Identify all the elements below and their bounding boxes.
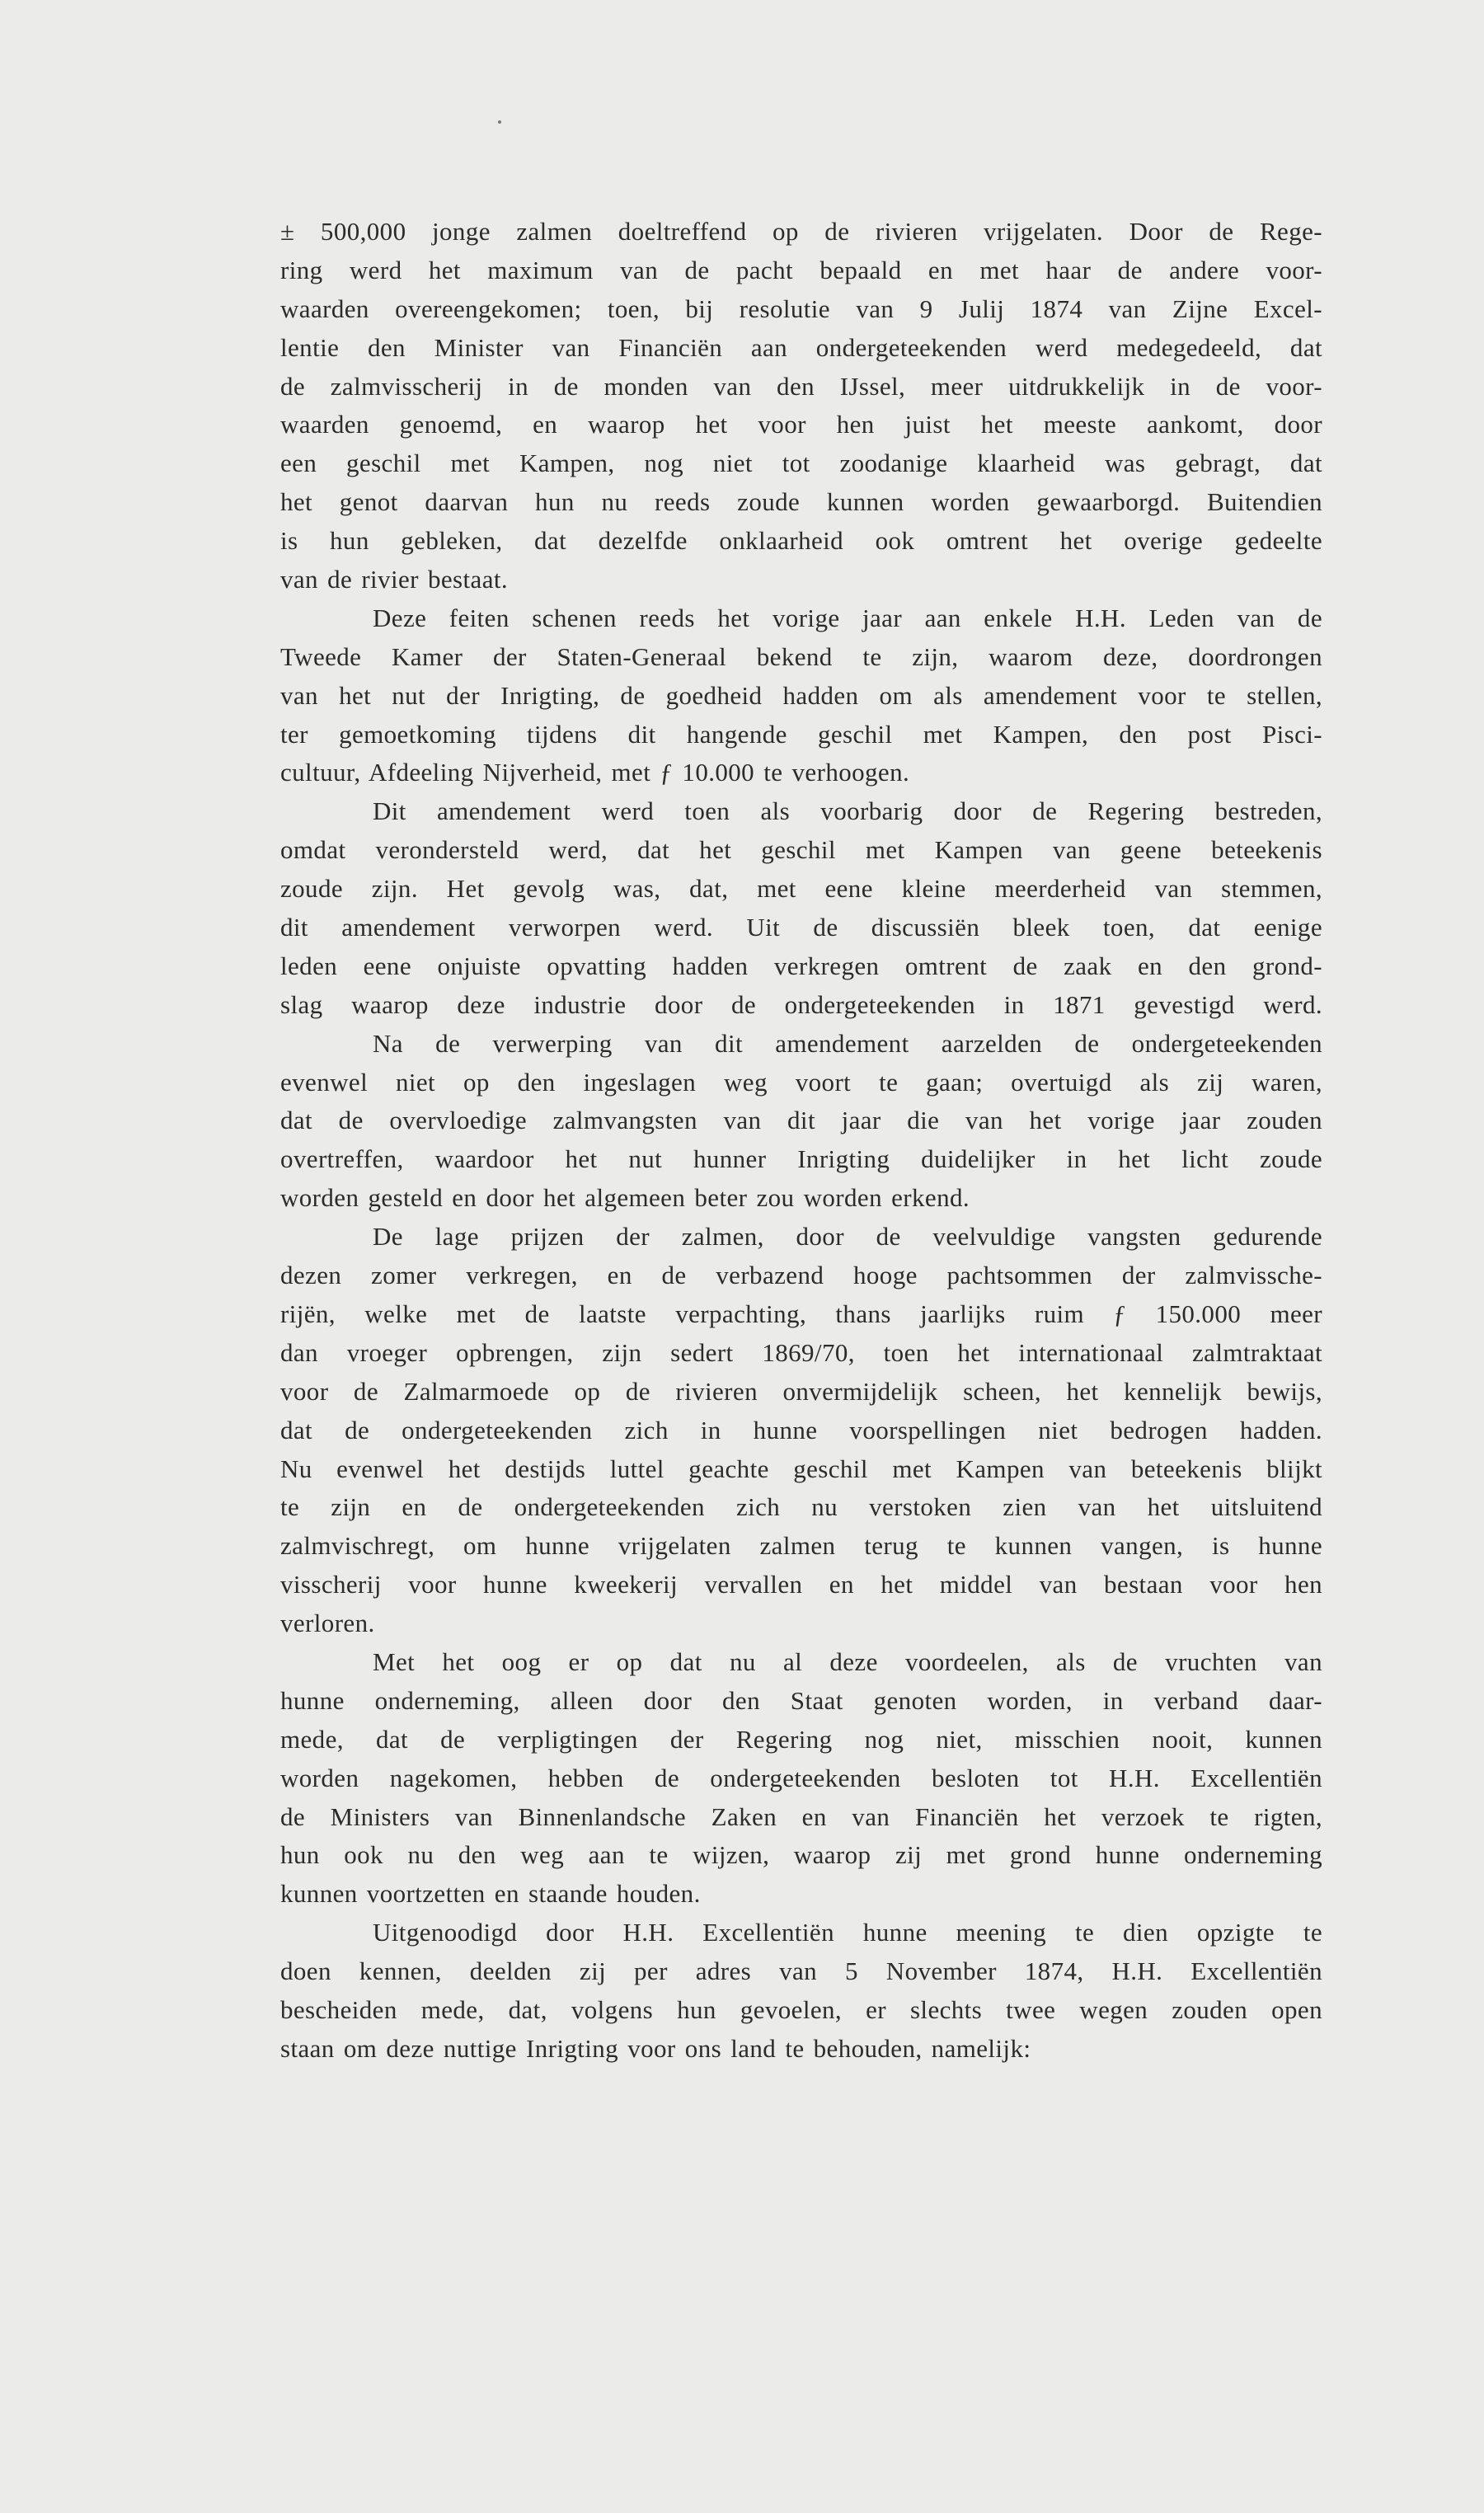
text-line: ter gemoetkoming tijdens dit hangende geschil met Kampen, den post Pisci- bbox=[280, 719, 1322, 749]
text-line: ring werd het maximum van de pacht bepaald en met haar de andere voor- bbox=[280, 255, 1322, 284]
paper-speck bbox=[498, 120, 501, 124]
text-line: voor de Zalmarmoede op de rivieren onvermijdelijk scheen, het kennelijk bewijs, bbox=[280, 1376, 1322, 1406]
text-line: de zalmvisscherij in de monden van den IJssel, meer uitdrukkelijk in de voor- bbox=[280, 371, 1322, 401]
text-line: slag waarop deze industrie door de ondergeteekenden in 1871 gevestigd werd. bbox=[280, 989, 1322, 1019]
text-line: ± 500,000 jonge zalmen doeltreffend op de rivieren vrijgelaten. Door de Rege- bbox=[280, 217, 1322, 246]
text-line: doen kennen, deelden zij per adres van 5 November 1874, H.H. Excellentiën bbox=[280, 1956, 1322, 1986]
text-line: bescheiden mede, dat, volgens hun gevoelen, er slechts twee wegen zouden open bbox=[280, 1994, 1322, 2024]
text-line: van de rivier bestaat. bbox=[280, 565, 509, 594]
paragraph bbox=[280, 1643, 1322, 1914]
text-line: overtreffen, waardoor het nut hunner Inrigting duidelijker in het licht zoude bbox=[280, 1144, 1322, 1174]
text-line: De lage prijzen der zalmen, door de veelvuldige vangsten gedurende bbox=[373, 1222, 1322, 1252]
text-line: omdat verondersteld werd, dat het geschil met Kampen van geene beteekenis bbox=[280, 835, 1322, 865]
text-line: mede, dat de verpligtingen der Regering nog niet, misschien nooit, kunnen bbox=[280, 1724, 1322, 1754]
text-line: kunnen voortzetten en staande houden. bbox=[280, 1879, 701, 1909]
text-line: zoude zijn. Het gevolg was, dat, met eene kleine meerderheid van stemmen, bbox=[280, 874, 1322, 904]
paragraph bbox=[280, 213, 1322, 599]
paragraph bbox=[280, 1025, 1322, 1218]
paragraph bbox=[280, 1218, 1322, 1643]
text-line: dat de ondergeteekenden zich in hunne voorspellingen niet bedrogen hadden. bbox=[280, 1415, 1322, 1444]
text-line: dan vroeger opbrengen, zijn sedert 1869/70, toen het internationaal zalmtraktaat bbox=[280, 1337, 1322, 1367]
text-line: waarden overeengekomen; toen, bij resolutie van 9 Julij 1874 van Zijne Excel- bbox=[280, 294, 1322, 323]
paragraph bbox=[280, 1914, 1322, 2069]
text-line: hunne onderneming, alleen door den Staat genoten worden, in verband daar- bbox=[280, 1685, 1322, 1715]
text-line: dat de overvloedige zalmvangsten van dit jaar die van het vorige jaar zouden bbox=[280, 1106, 1322, 1135]
text-line: visscherij voor hunne kweekerij vervallen en het middel van bestaan voor hen bbox=[280, 1570, 1322, 1599]
text-line: Met het oog er op dat nu al deze voordeelen, als de vruchten van bbox=[373, 1646, 1322, 1676]
text-line: worden gesteld en door het algemeen beter zou worden erkend. bbox=[280, 1183, 970, 1213]
text-line: het genot daarvan hun nu reeds zoude kunnen worden gewaarborgd. Buitendien bbox=[280, 487, 1322, 517]
text-line: de Ministers van Binnenlandsche Zaken en van Financiën het verzoek te rigten, bbox=[280, 1801, 1322, 1831]
text-line: Nu evenwel het destijds luttel geachte geschil met Kampen van beteekenis blijkt bbox=[280, 1454, 1322, 1483]
text-line: worden nagekomen, hebben de ondergeteekenden besloten tot H.H. Excellentiën bbox=[280, 1763, 1322, 1792]
text-line: evenwel niet op den ingeslagen weg voort te gaan; overtuigd als zij waren, bbox=[280, 1067, 1322, 1097]
text-line: Uitgenoodigd door H.H. Excellentiën hunne meening te dien opzigte te bbox=[373, 1918, 1322, 1947]
text-line: cultuur, Afdeeling Nijverheid, met ƒ 10.000 te verhoogen. bbox=[280, 758, 910, 787]
text-line: Tweede Kamer der Staten-Generaal bekend te zijn, waarom deze, doordrongen bbox=[280, 641, 1322, 671]
text-line: Na de verwerping van dit amendement aarzelden de ondergeteekenden bbox=[373, 1028, 1322, 1058]
text-line: Deze feiten schenen reeds het vorige jaar aan enkele H.H. Leden van de bbox=[373, 603, 1322, 632]
text-line: is hun gebleken, dat dezelfde onklaarheid ook omtrent het overige gedeelte bbox=[280, 526, 1322, 556]
text-line: te zijn en de ondergeteekenden zich nu verstoken zien van het uitsluitend bbox=[280, 1492, 1322, 1522]
text-line: staan om deze nuttige Inrigting voor ons land te behouden, namelijk: bbox=[280, 2033, 1031, 2063]
text-line: waarden genoemd, en waarop het voor hen juist het meeste aankomt, door bbox=[280, 410, 1322, 439]
text-line: dezen zomer verkregen, en de verbazend hooge pachtsommen der zalmvissche- bbox=[280, 1261, 1322, 1290]
text-line: lentie den Minister van Financiën aan ondergeteekenden werd medegedeeld, dat bbox=[280, 332, 1322, 362]
text-line: verloren. bbox=[280, 1609, 375, 1638]
paragraph bbox=[280, 599, 1322, 792]
text-line: dit amendement verworpen werd. Uit de discussiën bleek toen, dat eenige bbox=[280, 913, 1322, 942]
paragraph bbox=[280, 792, 1322, 1024]
text-line: Dit amendement werd toen als voorbarig door de Regering bestreden, bbox=[373, 796, 1322, 826]
text-line: zalmvischregt, om hunne vrijgelaten zalmen terug te kunnen vangen, is hunne bbox=[280, 1531, 1322, 1561]
text-line: een geschil met Kampen, nog niet tot zoodanige klaarheid was gebragt, dat bbox=[280, 449, 1322, 478]
text-line: van het nut der Inrigting, de goedheid hadden om als amendement voor te stellen, bbox=[280, 680, 1322, 710]
text-line: rijën, welke met de laatste verpachting, thans jaarlijks ruim ƒ 150.000 meer bbox=[280, 1299, 1322, 1328]
text-line: leden eene onjuiste opvatting hadden verkregen omtrent de zaak en den grond- bbox=[280, 951, 1322, 980]
text-line: hun ook nu den weg aan te wijzen, waarop zij met grond hunne onderneming bbox=[280, 1840, 1322, 1870]
body-text bbox=[280, 213, 1322, 2069]
